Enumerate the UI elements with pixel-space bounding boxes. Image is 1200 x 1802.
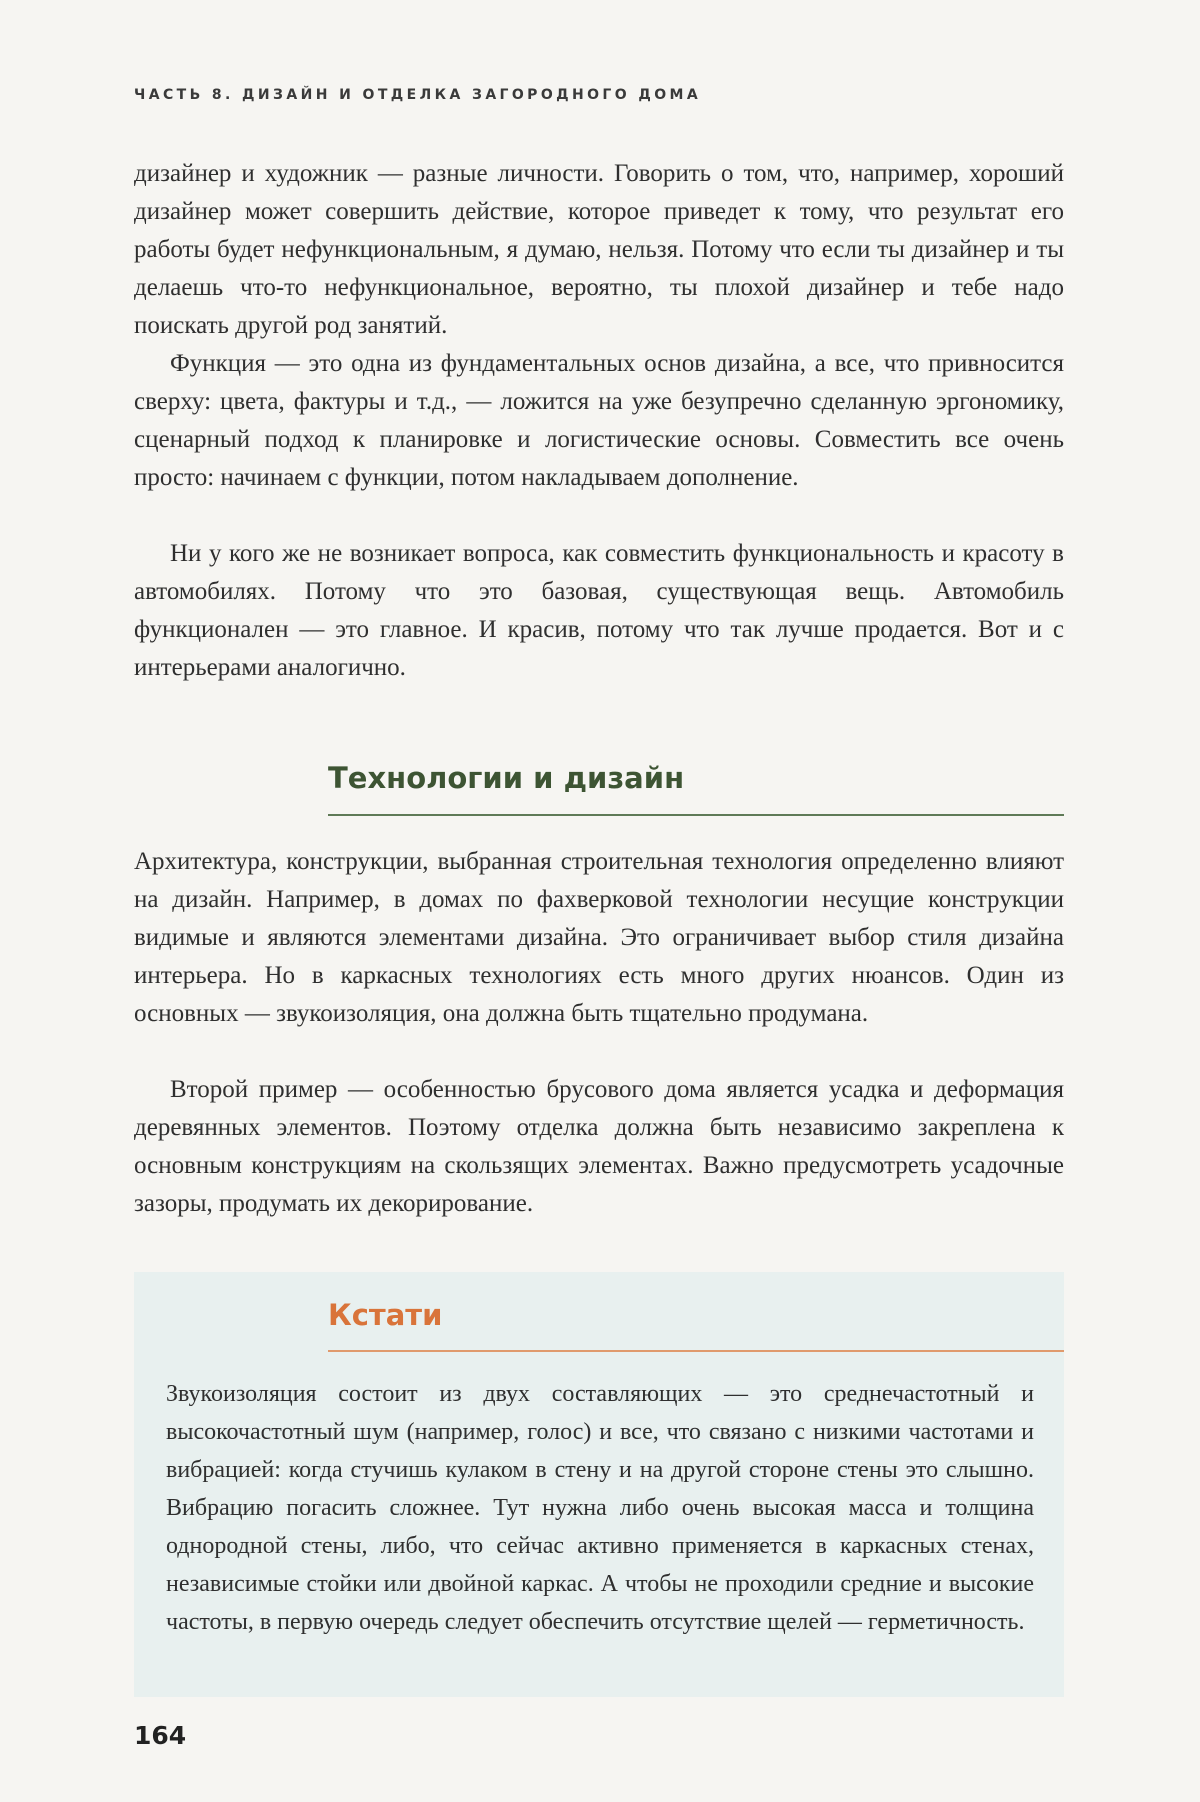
- section-paragraph-2: Второй пример — особенностью брусового дома является усадка и деформация деревянных элементов. Поэтому отделка должна быть независимо закреплена к основным конструкциям на скользящих элементах. Важно предусмотреть усадочные зазоры, продумать их декорирование.: [134, 1076, 1064, 1217]
- sidebar-heading-rule: [328, 1350, 1064, 1352]
- section-heading-rule: [328, 814, 1064, 816]
- body-paragraph-2: Функция — это одна из фундаментальных основ дизайна, а все, что привносится сверху: цвета, фактуры и т.д., — ложится на уже безупречно сделанную эргономику, сценарный подход к планировке и логистические основы. Совместить все очень просто: начинаем с функции, потом накладываем дополнение.: [134, 350, 1064, 491]
- running-head: ЧАСТЬ 8. ДИЗАЙН И ОТДЕЛКА ЗАГОРОДНОГО ДОМА: [134, 87, 702, 103]
- page-number: 164: [134, 1721, 187, 1750]
- section-heading: Технологии и дизайн: [328, 761, 685, 795]
- section-paragraph-1: Архитектура, конструкции, выбранная строительная технология определенно влияют на дизайн. Например, в домах по фахверковой технологии несущие конструкции видимые и являются элементами дизайна. Это ограничивает выбор стиля дизайна интерьера. Но в каркасных технологиях есть много других нюансов. Один из основных — звукоизоляция, она должна быть тщательно продумана.: [134, 848, 1064, 1027]
- body-paragraph-1: дизайнер и художник — разные личности. Говорить о том, что, например, хороший дизайнер может совершить действие, которое приведет к тому, что результат его работы будет нефункциональным, я думаю, нельзя. Потому что если ты дизайнер и ты делаешь что-то нефункциональное, вероятно, ты плохой дизайнер и тебе надо поискать другой род занятий.: [134, 160, 1064, 339]
- sidebar-heading: Кстати: [328, 1298, 443, 1332]
- body-paragraph-3: Ни у кого же не возникает вопроса, как совместить функциональность и красоту в автомобилях. Потому что это базовая, существующая вещь. Автомобиль функционален — это главное. И красив, потому что так лучше продается. Вот и с интерьерами аналогично.: [134, 540, 1064, 681]
- sidebar-paragraph: Звукоизоляция состоит из двух составляющих — это среднечастотный и высокочастотный шум (например, голос) и все, что связано с низкими частотами и вибрацией: когда стучишь кулаком в стену и на другой стороне стены это слышно. Вибрацию погасить сложнее. Тут нужна либо очень высокая масса и толщина однородной стены, либо, что сейчас активно применяется в каркасных стенах, независимые стойки или двойной каркас. А чтобы не проходили средние и высокие частоты, в первую очередь следует обеспечить отсутствие щелей — герметичность.: [166, 1381, 1034, 1635]
